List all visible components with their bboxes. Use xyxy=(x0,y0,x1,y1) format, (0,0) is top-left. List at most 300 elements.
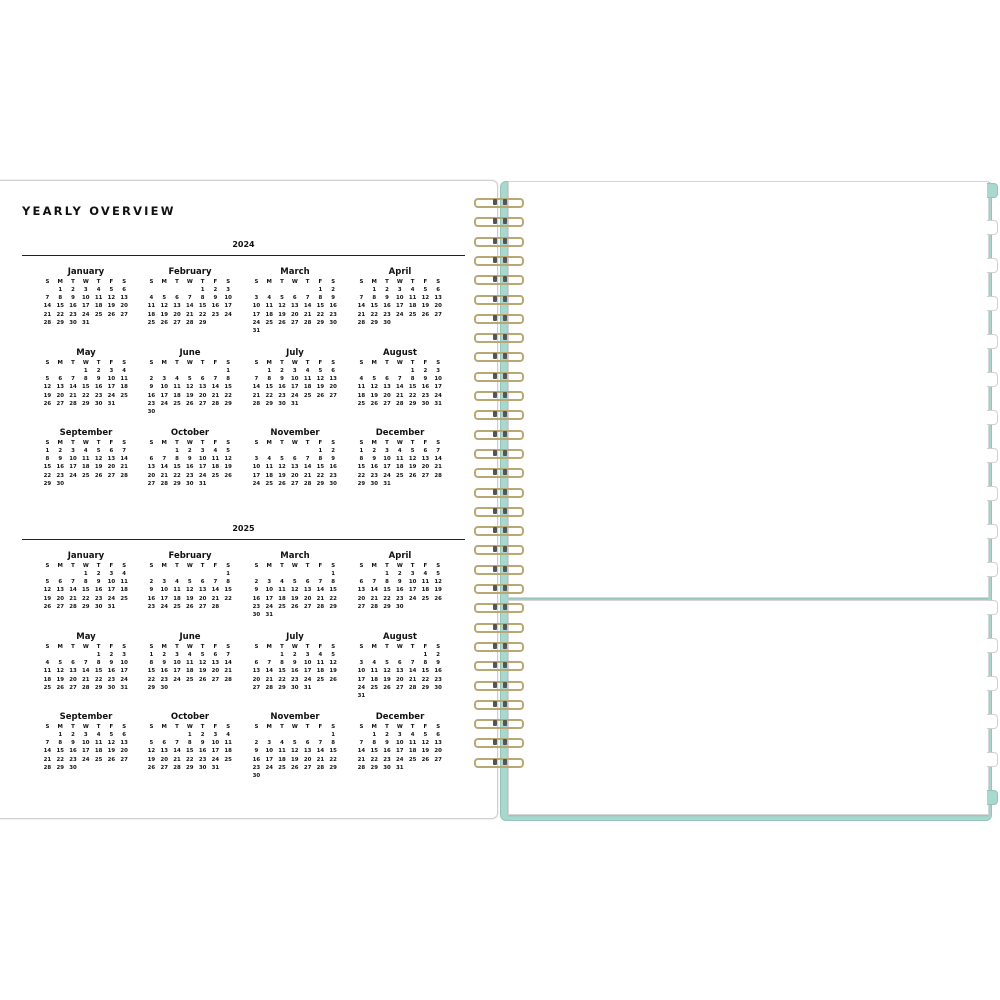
empty-day xyxy=(263,570,276,578)
day-number: 16 xyxy=(434,668,442,675)
weekday-letter: W xyxy=(82,563,89,569)
empty-day xyxy=(158,367,171,375)
side-tab[interactable] xyxy=(987,410,998,425)
day-number: 17 xyxy=(303,668,312,675)
day-number: 25 xyxy=(82,472,90,479)
day-number: 25 xyxy=(278,764,286,771)
day-number: 9 xyxy=(385,295,389,302)
day-number: 28 xyxy=(408,684,417,691)
day-number: 9 xyxy=(423,376,428,383)
weekday-letter: T xyxy=(305,360,310,366)
day-number: 2 xyxy=(162,652,167,658)
day-number: 17 xyxy=(252,472,261,479)
day-number: 9 xyxy=(331,456,336,463)
day-number: 3 xyxy=(213,732,218,738)
day-number: 30 xyxy=(94,400,103,407)
day-number: 23 xyxy=(370,472,378,479)
day-number: 23 xyxy=(94,595,103,602)
day-number: 23 xyxy=(421,392,430,399)
day-number: 16 xyxy=(396,587,404,594)
day-number: 19 xyxy=(383,676,391,683)
day-grid xyxy=(250,286,340,335)
day-number: 9 xyxy=(331,295,336,302)
day-number: 3 xyxy=(397,287,402,293)
day-number: 26 xyxy=(43,603,52,610)
weekday-letter: M xyxy=(57,644,63,650)
day-number: 20 xyxy=(120,303,128,310)
weekday-letter: W xyxy=(396,440,403,446)
day-number: 19 xyxy=(107,748,116,755)
day-number: 26 xyxy=(434,595,442,602)
day-number: 30 xyxy=(160,684,168,691)
day-grid xyxy=(145,731,235,772)
weekday-letter: M xyxy=(161,563,167,569)
day-number: 2 xyxy=(331,448,336,454)
empty-day xyxy=(263,286,276,294)
day-number: 17 xyxy=(252,311,261,318)
day-number: 21 xyxy=(173,756,181,763)
day-number: 14 xyxy=(265,668,273,675)
day-number: 22 xyxy=(370,311,378,318)
day-number: 24 xyxy=(69,472,77,479)
day-number: 28 xyxy=(211,400,220,407)
day-number: 8 xyxy=(149,660,154,667)
day-number: 11 xyxy=(357,384,366,391)
weekday-letter: F xyxy=(318,724,323,730)
empty-day xyxy=(171,286,184,294)
day-number: 1 xyxy=(45,448,50,454)
month-calendar xyxy=(250,712,340,780)
day-number: 15 xyxy=(370,748,378,755)
side-tab[interactable] xyxy=(987,296,998,311)
day-number: 9 xyxy=(58,456,63,463)
month-name: December xyxy=(375,712,425,722)
day-number: 6 xyxy=(213,652,218,658)
day-grid xyxy=(145,651,235,692)
weekday-letter: S xyxy=(226,440,231,446)
day-number: 8 xyxy=(200,295,205,302)
day-number: 29 xyxy=(147,684,156,691)
day-grid xyxy=(355,447,445,488)
day-number: 30 xyxy=(278,400,286,407)
day-number: 11 xyxy=(265,464,273,471)
day-number: 17 xyxy=(396,303,404,310)
day-number: 27 xyxy=(329,392,337,399)
day-number: 8 xyxy=(226,376,231,383)
day-number: 15 xyxy=(224,587,232,594)
weekday-letter: F xyxy=(213,563,218,569)
day-number: 13 xyxy=(56,384,64,391)
day-number: 26 xyxy=(186,603,194,610)
day-number: 17 xyxy=(69,464,77,471)
day-number: 28 xyxy=(69,400,77,407)
day-number: 1 xyxy=(318,448,323,454)
day-number: 3 xyxy=(254,295,259,302)
day-number: 8 xyxy=(359,456,364,463)
day-number: 16 xyxy=(252,595,261,602)
day-number: 30 xyxy=(147,408,156,415)
day-number: 28 xyxy=(82,684,90,691)
day-number: 28 xyxy=(224,676,232,683)
day-number: 4 xyxy=(226,732,231,738)
weekday-letter: T xyxy=(385,360,389,366)
day-number: 15 xyxy=(265,384,273,391)
weekday-letter: S xyxy=(149,563,154,569)
day-number: 12 xyxy=(370,384,378,391)
coil-ring xyxy=(474,429,522,438)
day-number: 18 xyxy=(278,756,286,763)
day-number: 23 xyxy=(291,676,299,683)
month-name: February xyxy=(168,551,212,561)
coil-ring xyxy=(474,525,522,534)
day-number: 6 xyxy=(436,732,441,738)
day-number: 11 xyxy=(303,376,312,383)
day-number: 17 xyxy=(173,668,181,675)
day-number: 4 xyxy=(372,660,377,667)
day-number: 8 xyxy=(423,660,428,667)
empty-day xyxy=(276,731,289,739)
day-number: 8 xyxy=(58,740,63,747)
weekday-letter: T xyxy=(385,440,389,446)
empty-day xyxy=(250,286,263,294)
day-number: 4 xyxy=(305,368,310,374)
day-number: 5 xyxy=(410,448,415,454)
day-number: 11 xyxy=(408,295,417,302)
day-number: 25 xyxy=(43,684,52,691)
empty-day xyxy=(288,570,301,578)
day-number: 20 xyxy=(252,676,261,683)
day-grid xyxy=(250,447,340,488)
day-number: 22 xyxy=(94,676,103,683)
day-number: 19 xyxy=(421,748,430,755)
day-number: 21 xyxy=(69,392,77,399)
day-grid xyxy=(145,367,235,416)
day-number: 4 xyxy=(175,376,179,383)
weekday-letter: W xyxy=(291,360,298,366)
day-number: 23 xyxy=(329,472,337,479)
weekday-letter: M xyxy=(371,724,377,730)
empty-day xyxy=(41,731,54,739)
weekday-header xyxy=(41,723,131,731)
day-number: 29 xyxy=(316,319,325,326)
day-number: 4 xyxy=(45,660,50,667)
day-number: 28 xyxy=(252,400,261,407)
month-name: April xyxy=(388,267,412,277)
day-number: 21 xyxy=(303,311,312,318)
day-number: 6 xyxy=(58,376,63,383)
day-number: 15 xyxy=(357,464,366,471)
day-number: 13 xyxy=(434,295,442,302)
weekday-letter: T xyxy=(305,644,310,650)
day-number: 11 xyxy=(94,295,103,302)
day-number: 7 xyxy=(318,740,323,747)
weekday-letter: S xyxy=(254,360,259,366)
month-name: June xyxy=(179,632,201,642)
empty-day xyxy=(355,651,368,659)
day-number: 28 xyxy=(370,603,378,610)
coil-ring xyxy=(474,371,522,380)
day-number: 25 xyxy=(408,311,417,318)
month-calendar xyxy=(41,428,131,488)
day-number: 21 xyxy=(120,464,128,471)
day-number: 30 xyxy=(69,319,77,326)
day-number: 30 xyxy=(370,480,378,487)
day-number: 31 xyxy=(357,692,366,699)
day-number: 19 xyxy=(160,311,168,318)
day-number: 4 xyxy=(96,287,101,293)
side-tab[interactable] xyxy=(987,600,998,615)
side-tab[interactable] xyxy=(987,448,998,463)
day-number: 14 xyxy=(69,384,77,391)
day-number: 10 xyxy=(434,376,442,383)
empty-day xyxy=(381,651,394,659)
weekday-header xyxy=(41,359,131,367)
day-number: 6 xyxy=(385,376,389,383)
day-number: 13 xyxy=(252,668,261,675)
empty-day xyxy=(314,731,327,739)
day-number: 16 xyxy=(329,303,337,310)
side-tab[interactable] xyxy=(987,258,998,273)
weekday-letter: T xyxy=(96,360,101,366)
day-number: 20 xyxy=(434,748,442,755)
coil-ring xyxy=(474,332,522,341)
day-number: 8 xyxy=(331,740,336,747)
day-number: 18 xyxy=(278,595,286,602)
month-name: December xyxy=(375,428,425,438)
day-number: 23 xyxy=(211,311,220,318)
side-tab[interactable] xyxy=(987,372,998,387)
day-number: 29 xyxy=(173,480,181,487)
day-number: 12 xyxy=(421,740,430,747)
day-number: 25 xyxy=(316,676,325,683)
day-number: 23 xyxy=(329,311,337,318)
weekday-letter: M xyxy=(266,360,272,366)
day-number: 18 xyxy=(173,595,181,602)
day-number: 8 xyxy=(331,579,336,586)
weekday-letter: W xyxy=(396,279,403,285)
weekday-letter: W xyxy=(291,644,298,650)
day-number: 19 xyxy=(316,384,325,391)
day-number: 31 xyxy=(303,684,312,691)
day-number: 6 xyxy=(200,376,205,383)
day-number: 25 xyxy=(370,684,378,691)
day-number: 3 xyxy=(71,448,75,454)
day-number: 13 xyxy=(173,303,181,310)
day-number: 1 xyxy=(83,368,88,374)
day-number: 10 xyxy=(211,740,220,747)
day-number: 7 xyxy=(305,295,310,302)
day-number: 6 xyxy=(162,740,167,747)
month-name: July xyxy=(286,632,304,642)
day-number: 30 xyxy=(186,480,194,487)
day-number: 1 xyxy=(96,652,101,658)
weekday-letter: S xyxy=(254,440,259,446)
day-number: 23 xyxy=(278,392,286,399)
day-number: 29 xyxy=(224,400,232,407)
month-calendar xyxy=(355,551,445,611)
day-number: 21 xyxy=(211,595,220,602)
weekday-letter: S xyxy=(436,724,441,730)
day-number: 27 xyxy=(211,676,220,683)
side-tab[interactable] xyxy=(987,676,998,691)
side-tab[interactable] xyxy=(987,638,998,653)
day-number: 23 xyxy=(198,756,207,763)
day-number: 31 xyxy=(434,400,442,407)
weekday-letter: T xyxy=(200,279,205,285)
day-number: 3 xyxy=(226,287,231,293)
day-number: 1 xyxy=(83,571,88,577)
day-number: 13 xyxy=(291,464,299,471)
weekday-header xyxy=(355,723,445,731)
weekday-letter: W xyxy=(186,279,193,285)
day-number: 23 xyxy=(186,472,194,479)
weekday-letter: F xyxy=(213,724,218,730)
day-number: 12 xyxy=(198,660,207,667)
day-number: 15 xyxy=(316,303,325,310)
day-number: 21 xyxy=(316,756,325,763)
weekday-letter: W xyxy=(291,724,298,730)
day-number: 26 xyxy=(160,319,168,326)
day-number: 16 xyxy=(198,748,207,755)
day-number: 15 xyxy=(224,384,232,391)
day-number: 21 xyxy=(82,676,90,683)
day-number: 21 xyxy=(186,311,194,318)
day-number: 15 xyxy=(278,668,286,675)
day-number: 30 xyxy=(329,319,337,326)
day-number: 18 xyxy=(265,472,273,479)
day-number: 23 xyxy=(69,756,77,763)
weekday-letter: T xyxy=(71,644,75,650)
side-tab[interactable] xyxy=(987,220,998,235)
empty-day xyxy=(209,570,222,578)
day-number: 5 xyxy=(385,660,389,667)
day-number: 16 xyxy=(56,464,64,471)
empty-day xyxy=(79,651,92,659)
day-number: 27 xyxy=(252,684,261,691)
weekday-letter: S xyxy=(359,563,364,569)
day-number: 2 xyxy=(149,376,154,383)
day-number: 10 xyxy=(252,464,261,471)
empty-day xyxy=(145,367,158,375)
day-number: 27 xyxy=(303,603,312,610)
side-tab[interactable] xyxy=(987,752,998,767)
day-number: 8 xyxy=(175,456,179,463)
day-number: 18 xyxy=(186,668,194,675)
day-number: 5 xyxy=(45,579,50,586)
day-number: 10 xyxy=(82,295,90,302)
day-number: 31 xyxy=(107,400,116,407)
day-number: 12 xyxy=(94,456,103,463)
month-calendar xyxy=(41,632,131,692)
day-number: 24 xyxy=(120,676,128,683)
side-tab[interactable] xyxy=(987,486,998,501)
day-number: 27 xyxy=(434,756,442,763)
day-number: 29 xyxy=(329,764,337,771)
side-tab[interactable] xyxy=(987,524,998,539)
day-number: 21 xyxy=(357,756,366,763)
day-number: 17 xyxy=(434,384,442,391)
month-name: January xyxy=(67,267,105,277)
empty-day xyxy=(183,286,196,294)
side-tab[interactable] xyxy=(987,183,998,198)
day-number: 9 xyxy=(71,740,75,747)
empty-day xyxy=(301,731,314,739)
day-number: 12 xyxy=(291,748,299,755)
empty-day xyxy=(67,570,80,578)
day-number: 5 xyxy=(318,368,323,374)
day-number: 14 xyxy=(303,464,312,471)
weekday-letter: S xyxy=(359,440,364,446)
empty-day xyxy=(171,731,184,739)
day-number: 24 xyxy=(408,595,417,602)
day-number: 19 xyxy=(186,595,194,602)
coil-ring xyxy=(474,216,522,225)
day-number: 26 xyxy=(278,319,286,326)
side-tab[interactable] xyxy=(987,334,998,349)
weekday-letter: S xyxy=(226,279,231,285)
month-name: March xyxy=(280,267,310,277)
day-number: 5 xyxy=(109,732,114,738)
empty-day xyxy=(355,731,368,739)
empty-day xyxy=(288,731,301,739)
month-calendar xyxy=(145,428,235,488)
day-number: 28 xyxy=(211,603,220,610)
side-tab[interactable] xyxy=(987,790,998,805)
side-tab[interactable] xyxy=(987,714,998,729)
day-number: 20 xyxy=(147,472,156,479)
day-number: 2 xyxy=(372,448,377,454)
day-number: 7 xyxy=(71,376,75,383)
day-number: 17 xyxy=(224,303,232,310)
coil-ring xyxy=(474,313,522,322)
weekday-letter: F xyxy=(213,360,218,366)
day-number: 11 xyxy=(278,748,286,755)
weekday-letter: T xyxy=(280,440,284,446)
day-number: 29 xyxy=(370,319,378,326)
day-number: 26 xyxy=(107,311,116,318)
weekday-letter: T xyxy=(280,724,284,730)
weekday-letter: S xyxy=(122,724,127,730)
month-calendar xyxy=(355,428,445,488)
day-number: 23 xyxy=(147,400,156,407)
day-number: 6 xyxy=(149,456,154,463)
day-number: 15 xyxy=(316,464,325,471)
day-number: 29 xyxy=(357,480,366,487)
month-name: October xyxy=(170,712,210,722)
day-number: 27 xyxy=(120,311,128,318)
day-number: 31 xyxy=(107,603,116,610)
empty-day xyxy=(368,367,381,375)
page-title: YEARLY OVERVIEW xyxy=(22,204,176,218)
day-number: 14 xyxy=(186,303,194,310)
day-number: 16 xyxy=(278,384,286,391)
day-number: 31 xyxy=(383,480,391,487)
day-number: 5 xyxy=(292,579,297,586)
weekday-header xyxy=(145,278,235,286)
day-number: 29 xyxy=(186,764,194,771)
day-number: 18 xyxy=(421,587,430,594)
day-grid xyxy=(250,367,340,408)
side-tab[interactable] xyxy=(987,562,998,577)
day-number: 14 xyxy=(434,456,442,463)
day-number: 9 xyxy=(149,384,154,391)
weekday-letter: W xyxy=(396,724,403,730)
day-number: 7 xyxy=(45,295,50,302)
month-calendar xyxy=(145,632,235,692)
day-number: 17 xyxy=(120,668,128,675)
weekday-letter: M xyxy=(161,279,167,285)
day-number: 14 xyxy=(211,587,220,594)
